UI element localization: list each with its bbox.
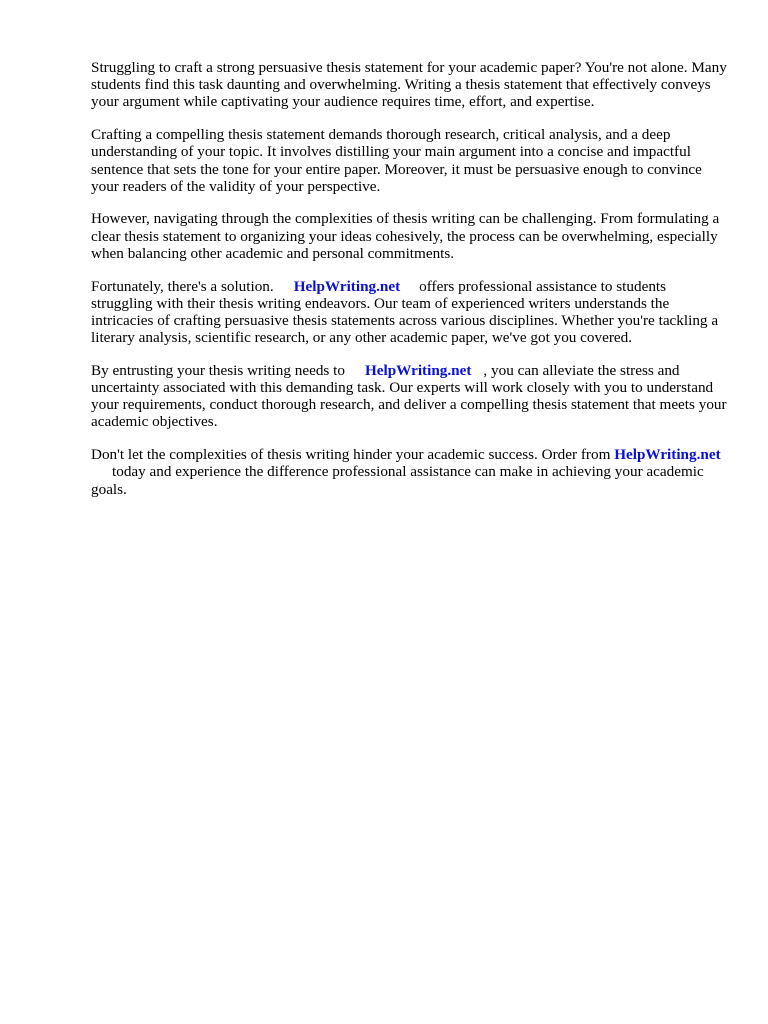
document-body [91, 59, 731, 513]
paragraph-entrusting-rest: , you can alleviate the stress and uncertainty associated with this demanding task. Our experts will work closely with you to understand your requirements, conduct thorough research, and deliver a compelling thesis statement that meets your academic objectives. [91, 361, 727, 431]
paragraph-closing [91, 446, 731, 498]
helpwriting-link[interactable]: HelpWriting.net [364, 361, 472, 379]
paragraph-crafting: Crafting a compelling thesis statement demands thorough research, critical analysis, and a deep understanding of your topic. It involves distilling your main argument into a concise and impactful sentence that sets the tone for your entire paper. Moreover, it must be persuasive enough to convince your readers of the validity of your perspective. [91, 126, 702, 195]
paragraph-intro: Struggling to craft a strong persuasive thesis statement for your academic paper? You're not alone. Many students find this task daunting and overwhelming. Writing a thesis statement that effectively conveys your argument while captivating your audience requires time, effort, and expertise. [91, 59, 727, 111]
paragraph-entrusting [91, 362, 731, 431]
helpwriting-link[interactable]: HelpWriting.net [293, 277, 401, 295]
paragraph-closing-lead: Don't let the complexities of thesis writing hinder your academic success. Order from [91, 446, 611, 464]
paragraph-solution [91, 278, 731, 347]
helpwriting-link[interactable]: HelpWriting.net [614, 446, 721, 464]
paragraph-solution-rest: offers professional assistance to students struggling with their thesis writing endeavors. Our team of experienced writers understands the intricacies of crafting persuasive thesis statements across various disciplines. Whether you're tackling a literary analysis, scientific research, or any other academic paper, we've got you covered. [91, 277, 719, 347]
paragraph-entrusting-lead: By entrusting your thesis writing needs to [91, 361, 345, 379]
paragraph-closing-rest: today and experience the difference professional assistance can make in achieving your academic goals. [91, 463, 704, 498]
paragraph-solution-lead: Fortunately, there's a solution. [91, 277, 274, 295]
paragraph-challenges: However, navigating through the complexities of thesis writing can be challenging. From formulating a clear thesis statement to organizing your ideas cohesively, the process can be overwhelming, especially when balancing other academic and personal commitments. [91, 210, 720, 262]
